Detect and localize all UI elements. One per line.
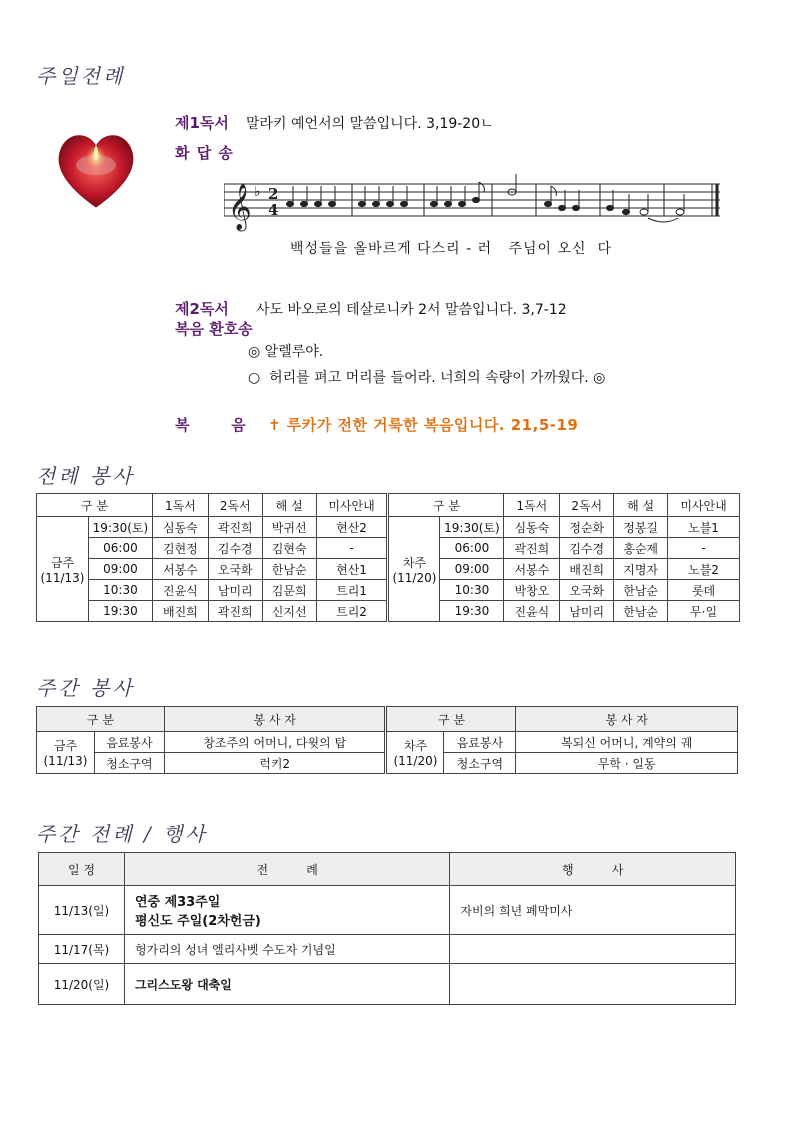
gospel-label: 복 음	[175, 416, 246, 434]
section-title-sunday-liturgy: 주일전례	[36, 64, 126, 88]
cell: 트리2	[316, 601, 388, 622]
cell: 곽진희	[504, 538, 560, 559]
cell: 한남순	[262, 559, 316, 580]
table-row	[37, 732, 738, 753]
music-lyrics: 백성들을 올바르게 다스리 - 러 주님이 오신 다	[290, 241, 612, 257]
cell: 창조주의 어머니, 다윗의 탑	[164, 732, 386, 753]
cell: 김수경	[208, 538, 262, 559]
cell: 서봉수	[152, 559, 208, 580]
cell: 오국화	[560, 580, 614, 601]
table-header-row	[37, 494, 740, 517]
header-usher: 미사안내	[668, 494, 740, 517]
heart-candle-image	[52, 125, 140, 211]
cell: 한남순	[614, 580, 668, 601]
cell: 현산1	[316, 559, 388, 580]
event-cell	[450, 935, 736, 964]
cell: 진윤식	[504, 601, 560, 622]
header-events: 행 사	[450, 853, 736, 886]
cell: 곽진희	[208, 601, 262, 622]
header-liturgy: 전 례	[124, 853, 449, 886]
svg-text:2: 2	[268, 185, 279, 203]
cell: 지명자	[614, 559, 668, 580]
event-cell: 자비의 희년 폐막미사	[450, 886, 736, 935]
liturgy-cell: 헝가리의 성녀 엘리사벳 수도자 기념일	[124, 935, 449, 964]
cell: 김문희	[262, 580, 316, 601]
cell: 06:00	[88, 538, 152, 559]
cell: 09:00	[88, 559, 152, 580]
cell: 청소구역	[94, 753, 164, 774]
this-week-label: 금주	[50, 555, 75, 570]
header-usher: 미사안내	[316, 494, 388, 517]
cell: 심동숙	[152, 517, 208, 538]
acclamation-label: 복음 환호송	[175, 320, 253, 338]
this-week-cell	[37, 517, 89, 622]
reading1-text: 말라키 예언서의 말씀입니다. 3,19-20ㄴ	[246, 116, 494, 132]
music-staff	[224, 170, 724, 232]
date-cell: 11/20(일)	[39, 964, 125, 1005]
header-commentary: 해 설	[614, 494, 668, 517]
cell: 정봉길	[614, 517, 668, 538]
weekly-liturgy-events-table	[38, 852, 736, 1005]
next-week-label: 차주	[402, 555, 427, 570]
cell: 홍순제	[614, 538, 668, 559]
liturgy-service-table	[36, 493, 740, 622]
cell: 노블2	[668, 559, 740, 580]
cell: 김현숙	[262, 538, 316, 559]
gospel-text: ✝ 루카가 전한 거룩한 복음입니다. 21,5-19	[268, 416, 579, 434]
cell: 복되신 어머니, 계약의 궤	[516, 732, 738, 753]
header-volunteers: 봉 사 자	[164, 707, 386, 732]
header-reading2: 2독서	[560, 494, 614, 517]
header-commentary: 해 설	[262, 494, 316, 517]
weekly-service-table	[36, 706, 738, 774]
this-week-date: (11/13)	[40, 570, 85, 585]
acclamation-line1: ◎ 알렐루야.	[248, 344, 324, 360]
header-volunteers: 봉 사 자	[516, 707, 738, 732]
cell: 김수경	[560, 538, 614, 559]
next-week-cell	[388, 517, 440, 622]
table-row	[39, 935, 736, 964]
music-score	[224, 170, 724, 260]
table-header-row	[39, 853, 736, 886]
cell: 서봉수	[504, 559, 560, 580]
header-division: 구 분	[386, 707, 516, 732]
cell: 청소구역	[444, 753, 516, 774]
date-cell: 11/17(목)	[39, 935, 125, 964]
cell: 심동숙	[504, 517, 560, 538]
header-division: 구 분	[388, 494, 504, 517]
header-division: 구 분	[37, 494, 153, 517]
table-row	[39, 964, 736, 1005]
next-week-date: (11/20)	[393, 754, 438, 768]
cell: 곽진희	[208, 517, 262, 538]
cell: 오국화	[208, 559, 262, 580]
reading2-label: 제2독서	[175, 300, 229, 318]
cell: 한남순	[614, 601, 668, 622]
cell: 노블1	[668, 517, 740, 538]
cell: 남미리	[560, 601, 614, 622]
section-title-liturgy-service: 전례 봉사	[36, 464, 135, 488]
cell: 박귀선	[262, 517, 316, 538]
cell: 트리1	[316, 580, 388, 601]
cell: 정순화	[560, 517, 614, 538]
this-week-cell	[37, 732, 95, 774]
cell: 19:30	[88, 601, 152, 622]
header-reading2: 2독서	[208, 494, 262, 517]
cell: 남미리	[208, 580, 262, 601]
next-week-date: (11/20)	[392, 570, 437, 585]
cell: -	[668, 538, 740, 559]
cell: 06:00	[440, 538, 504, 559]
section-title-weekly-liturgy-events: 주간 전례 / 행사	[36, 822, 208, 846]
header-reading1: 1독서	[504, 494, 560, 517]
reading2-text: 사도 바오로의 테살로니카 2서 말씀입니다. 3,7-12	[256, 302, 567, 318]
cell: 무학 · 일동	[516, 753, 738, 774]
svg-text:𝄞: 𝄞	[228, 184, 252, 230]
date-cell: 11/13(일)	[39, 886, 125, 935]
header-reading1: 1독서	[152, 494, 208, 517]
liturgy-line1: 연중 제33주일	[134, 895, 221, 910]
section-title-weekly-service: 주간 봉사	[36, 676, 135, 700]
header-schedule: 일 정	[39, 853, 125, 886]
reading1-label: 제1독서	[175, 114, 229, 132]
cell: 19:30(토)	[88, 517, 152, 538]
next-week-cell	[386, 732, 444, 774]
cell: 10:30	[440, 580, 504, 601]
liturgy-cell: 그리스도왕 대축일	[124, 964, 449, 1005]
cell: 09:00	[440, 559, 504, 580]
this-week-label: 금주	[53, 739, 78, 753]
svg-text:♭: ♭	[254, 184, 261, 200]
liturgy-line2: 평신도 주일(2차헌금)	[134, 914, 261, 929]
cell: 배진희	[152, 601, 208, 622]
cell: 김현정	[152, 538, 208, 559]
cell: 진윤식	[152, 580, 208, 601]
table-row	[37, 517, 740, 538]
cell: 19:30(토)	[440, 517, 504, 538]
acclamation-line2: ○ 허리를 펴고 머리를 들어라. 너희의 속량이 가까웠다. ◎	[248, 370, 606, 386]
table-header-row	[37, 707, 738, 732]
this-week-date: (11/13)	[43, 754, 88, 768]
table-row	[39, 886, 736, 935]
svg-text:4: 4	[268, 201, 279, 219]
cell: 럭키2	[164, 753, 386, 774]
next-week-label: 차주	[403, 739, 428, 753]
cell: 배진희	[560, 559, 614, 580]
cell: 롯데	[668, 580, 740, 601]
cell: 음료봉사	[444, 732, 516, 753]
liturgy-cell	[124, 886, 449, 935]
cell: -	[316, 538, 388, 559]
cell: 신지선	[262, 601, 316, 622]
cell: 19:30	[440, 601, 504, 622]
header-division: 구 분	[37, 707, 165, 732]
psalm-label: 화 답 송	[175, 144, 234, 162]
cell: 무·일	[668, 601, 740, 622]
cell: 음료봉사	[94, 732, 164, 753]
cell: 10:30	[88, 580, 152, 601]
event-cell	[450, 964, 736, 1005]
cell: 현산2	[316, 517, 388, 538]
cell: 박창오	[504, 580, 560, 601]
